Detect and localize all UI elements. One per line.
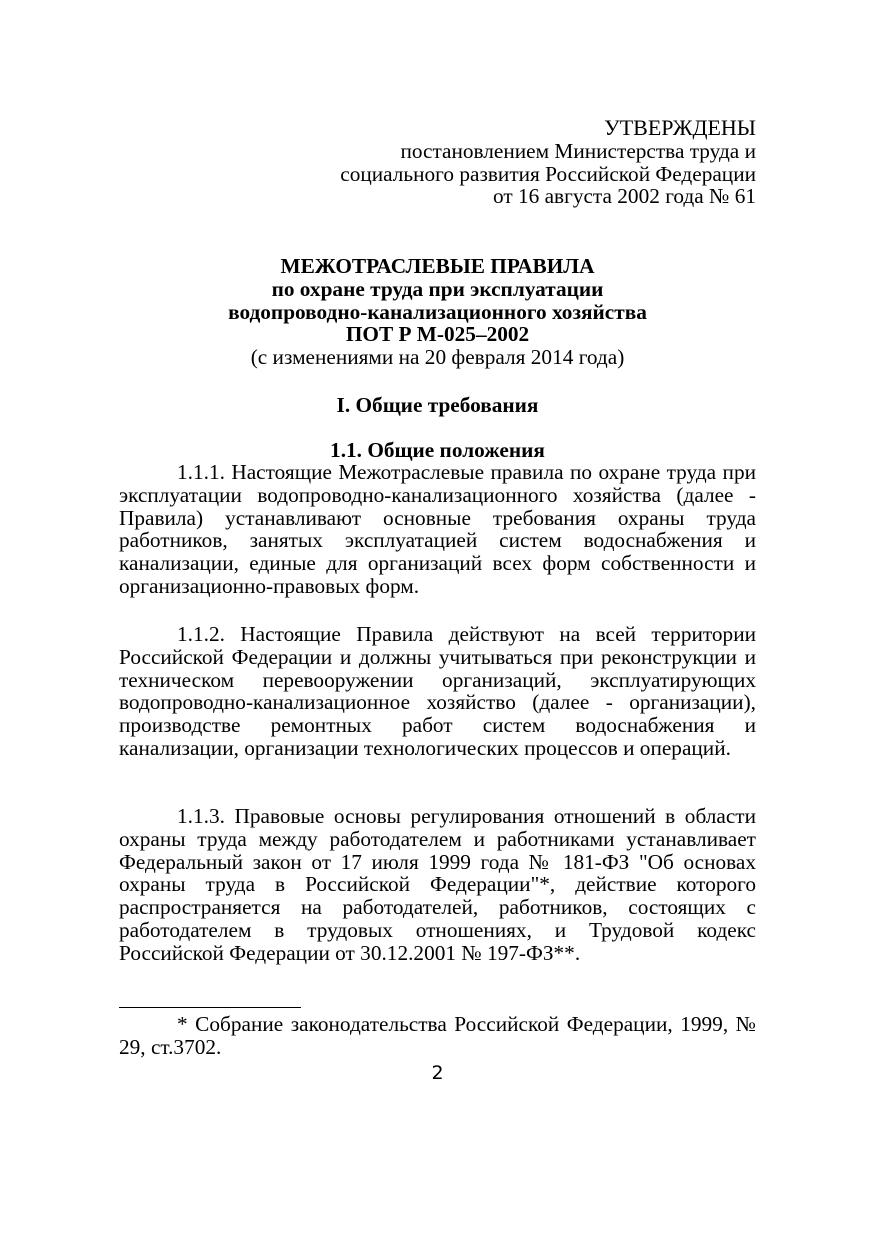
approval-line: от 16 августа 2002 года № 61 xyxy=(492,184,756,209)
amendments-note: (с изменениями на 20 февраля 2014 года) xyxy=(250,345,625,370)
approval-stamp xyxy=(340,117,756,208)
title-line: водопроводно-канализационного хозяйства xyxy=(228,299,647,324)
title-line: МЕЖОТРАСЛЕВЫЕ ПРАВИЛА xyxy=(280,254,595,278)
subsection-heading: 1.1. Общие положения xyxy=(330,438,545,462)
paragraph-1-1-1: 1.1.1. Настоящие Межотраслевые правила по охране труда при эксплуатации водопроводно-канализационного хозяйства (далее - Правила) устанавливают основные требования охраны труда работников, занятых эксплуатацией систем водоснабжения и канализации, единые для организаций всех форм собственности и организационно-правовых форм. xyxy=(119,460,756,598)
page-number: 2 xyxy=(431,1062,444,1084)
paragraph-1-1-3: 1.1.3. Правовые основы регулирования отношений в области охраны труда между работодателем и работниками устанавливает Федеральный закон от 17 июля 1999 года № 181-ФЗ "Об основах охраны труда в Российской Федерации"*, действие которого распространяется на работодателей, работников, состоящих с работодателем в трудовых отношениях, и Трудовой кодекс Российской Федерации от 30.12.2001 № 197-ФЗ**. xyxy=(119,804,756,965)
approval-line: социального развития Российской Федерации xyxy=(340,161,756,186)
title-line: по охране труда при эксплуатации xyxy=(271,276,604,301)
footnote-separator xyxy=(119,1007,301,1008)
footnote: * Собрание законодательства Российской Федерации, 1999, № 29, ст.3702. xyxy=(119,1012,756,1059)
approval-heading: УТВЕРЖДЕНЫ xyxy=(604,115,756,140)
document-title xyxy=(119,255,756,369)
approval-line: постановлением Министерства труда и xyxy=(400,138,756,163)
document-code: ПОТ Р М-025–2002 xyxy=(345,322,530,347)
paragraph-1-1-2: 1.1.2. Настоящие Правила действуют на всей территории Российской Федерации и должны учитываться при реконструкции и техническом перевооружении организаций, эксплуатирующих водопроводно-канализационное хозяйство (далее - организации), производстве ремонтных работ систем водоснабжения и канализации, организации технологических процессов и операций. xyxy=(119,622,756,760)
section-heading: I. Общие требования xyxy=(336,393,539,417)
